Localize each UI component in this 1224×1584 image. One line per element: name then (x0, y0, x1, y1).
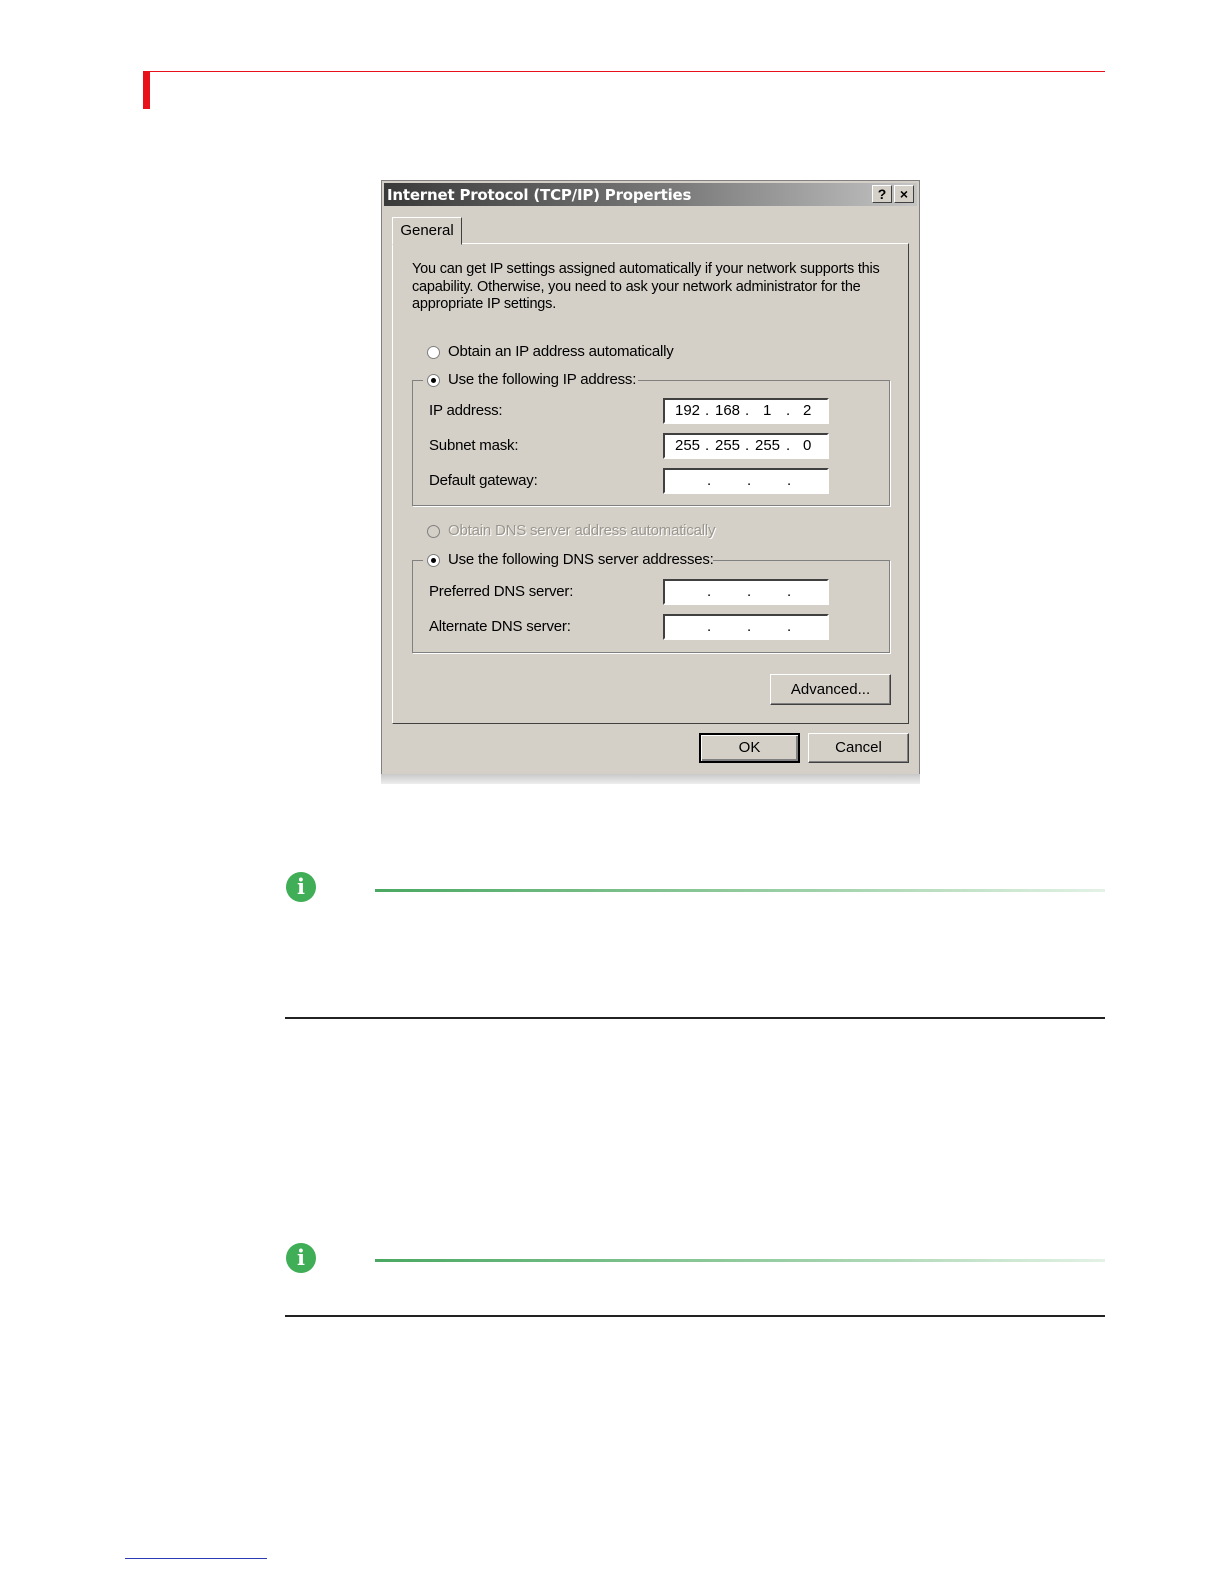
dns-auto-label: Obtain DNS server address automatically (448, 522, 716, 539)
ip-manual-radio[interactable] (427, 374, 440, 387)
ip-address-field[interactable]: 192 . 168 . 1 . 2 (663, 398, 829, 424)
ip-manual-label[interactable]: Use the following IP address: (448, 371, 637, 388)
cancel-button[interactable]: Cancel (808, 733, 909, 763)
tab-general[interactable]: General (392, 217, 462, 245)
dialog-title: Internet Protocol (TCP/IP) Properties (387, 186, 692, 204)
preferred-dns-label: Preferred DNS server: (429, 583, 574, 600)
description-text: You can get IP settings assigned automatically if your network supports this capability. Otherwise, you need to ask your network administrator for the appropriate IP settings. (412, 261, 880, 312)
dialog-shadow (381, 774, 920, 784)
alternate-dns-field[interactable]: . . . (663, 614, 829, 640)
default-gateway-field[interactable]: . . . (663, 468, 829, 494)
tcpip-properties-dialog (381, 180, 920, 778)
title-bar (384, 183, 917, 206)
preferred-dns-field[interactable]: . . . (663, 579, 829, 605)
ip-address-label: IP address: (429, 402, 503, 419)
header-rule (150, 71, 1105, 72)
dns-manual-radio[interactable] (427, 554, 440, 567)
note-rule (375, 889, 1105, 892)
dns-manual-label[interactable]: Use the following DNS server addresses: (448, 551, 714, 568)
advanced-button[interactable]: Advanced... (770, 674, 891, 705)
note-rule (375, 1259, 1105, 1262)
ip-auto-radio[interactable] (427, 346, 440, 359)
help-button[interactable]: ? (872, 185, 892, 203)
subnet-mask-label: Subnet mask: (429, 437, 519, 454)
info-icon: i (286, 1243, 316, 1273)
ok-button[interactable]: OK (699, 733, 800, 763)
alternate-dns-label: Alternate DNS server: (429, 618, 571, 635)
chapter-marker-bar (143, 71, 150, 109)
dns-auto-radio (427, 525, 440, 538)
default-gateway-label: Default gateway: (429, 472, 538, 489)
close-button[interactable]: × (894, 185, 914, 203)
note-end-rule (285, 1315, 1105, 1317)
footer-link-underline[interactable] (125, 1558, 267, 1559)
info-icon: i (286, 872, 316, 902)
subnet-mask-field[interactable]: 255 . 255 . 255 . 0 (663, 433, 829, 459)
ip-auto-label[interactable]: Obtain an IP address automatically (448, 343, 674, 360)
note-end-rule (285, 1017, 1105, 1019)
